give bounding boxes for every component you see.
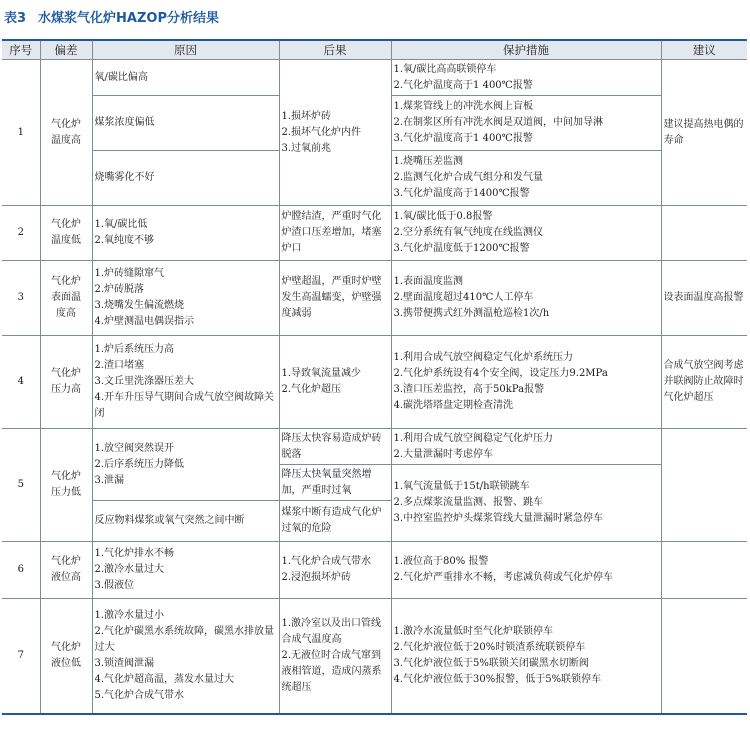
header-consequence: 后果 [279, 40, 391, 60]
consequence-cell: 1.损坏炉砖 2.损坏气化炉内件 3.过氧前兆 [279, 60, 391, 206]
table-row [2, 261, 747, 336]
measure-cell: 1.表面温度监测 2.壁面温度超过410℃人工停车 3.携带便携式红外测温枪巡检1次/h [391, 261, 661, 336]
cause-cell: 1.激冷水量过小 2.气化炉碳黑水系统故障，碳黑水排放量过大 3.锁渣阀泄漏 4.气化炉超高温，蒸发水量过大 5.气化炉合成气带水 [92, 599, 279, 715]
measure-cell: 1.激冷水流量低时至气化炉联锁停车 2.气化炉液位低于20%时锁渣系统联锁停车 3.气化炉液位低于5%联锁关闭碳黑水切断阀 4.气化炉液位低于30%报警，低于5%联锁停车 [391, 599, 661, 715]
consequence-cell: 1.导致氧流量减少 2.气化炉超压 [279, 336, 391, 429]
cause-cell: 氧/碳比偏高 [92, 60, 279, 96]
measure-cell: 1.液位高于80% 报警 2.气化炉严重排水不畅，考虑减负荷或气化炉停车 [391, 542, 661, 599]
table-title: 水煤浆气化炉HAZOP分析结果 [38, 11, 219, 26]
advice-cell [661, 206, 747, 261]
row-no: 4 [2, 336, 40, 429]
row-no: 1 [2, 60, 40, 206]
consequence-cell: 降压太快氧量突然增加，严重时过氧 [279, 465, 391, 501]
header-measures: 保护措施 [391, 40, 661, 60]
header-no: 序号 [2, 40, 40, 60]
header-deviation: 偏差 [40, 40, 92, 60]
table-row [2, 206, 747, 261]
consequence-cell: 1.激冷室以及出口管线合成气温度高 2.无液位时合成气窜到液相管道，造成闪蒸系统超压 [279, 599, 391, 715]
advice-cell [661, 599, 747, 715]
row-no: 2 [2, 206, 40, 261]
row-deviation: 气化炉液位低 [40, 599, 92, 715]
advice-cell: 建议提高热电偶的寿命 [661, 60, 747, 206]
consequence-cell: 炉膛结渣，严重时气化炉渣口压差增加，堵塞炉口 [279, 206, 391, 261]
header-row [2, 40, 747, 60]
row-deviation: 气化炉温度低 [40, 206, 92, 261]
table-row [2, 336, 747, 429]
table-row [2, 542, 747, 599]
cause-cell: 1.气化炉排水不畅 2.激冷水量过大 3.假液位 [92, 542, 279, 599]
hazop-table [2, 39, 747, 715]
advice-cell: 设表面温度高报警 [661, 261, 747, 336]
row-no: 7 [2, 599, 40, 715]
row-deviation: 气化炉压力低 [40, 429, 92, 542]
measure-cell: 1.氧气流量低于15t/h联锁跳车 2.多点煤浆流量监测、报警、跳车 3.中控室监控炉头煤浆管线大量泄漏时紧急停车 [391, 465, 661, 542]
row-no: 3 [2, 261, 40, 336]
cause-cell: 1.炉后系统压力高 2.渣口堵塞 3.文丘里洗涤器压差大 4.开车升压导气期间合成气放空阀故障关闭 [92, 336, 279, 429]
measure-cell: 1.煤浆管线上的冲洗水阀上盲板 2.在制浆区所有冲洗水阀是双道阀，中间加导淋 3.气化炉温度高于1 400℃报警 [391, 96, 661, 151]
consequence-cell: 降压太快容易造成炉砖脱落 [279, 429, 391, 465]
row-no: 6 [2, 542, 40, 599]
cause-cell: 煤浆浓度偏低 [92, 96, 279, 151]
cause-cell: 1.炉砖缝隙窜气 2.炉砖脱落 3.烧嘴发生偏流燃烧 4.炉壁测温电偶误指示 [92, 261, 279, 336]
row-deviation: 气化炉液位高 [40, 542, 92, 599]
header-cause: 原因 [92, 40, 279, 60]
cause-cell: 1.氧/碳比低 2.氧纯度不够 [92, 206, 279, 261]
consequence-cell: 1.气化炉合成气带水 2.浸泡损坏炉砖 [279, 542, 391, 599]
advice-cell [661, 542, 747, 599]
table-row [2, 599, 747, 715]
advice-cell: 合成气放空阀考虑并联阀防止故障时气化炉超压 [661, 336, 747, 429]
row-deviation: 气化炉压力高 [40, 336, 92, 429]
cause-cell: 烧嘴雾化不好 [92, 151, 279, 206]
cause-cell: 反应物料煤浆或氧气突然之间中断 [92, 501, 279, 542]
measure-cell: 1.利用合成气放空阀稳定气化炉系统压力 2.气化炉系统设有4个安全阀，设定压力9.2MPa 3.渣口压差监控，高于50kPa报警 4.碳洗塔塔盘定期检查清洗 [391, 336, 661, 429]
row-no: 5 [2, 429, 40, 542]
consequence-cell: 煤浆中断有造成气化炉过氧的危险 [279, 501, 391, 542]
table-row [2, 60, 747, 96]
measure-cell: 1.烧嘴压差监测 2.监测气化炉合成气组分和发气量 3.气化炉温度高于1400℃报警 [391, 151, 661, 206]
advice-cell [661, 429, 747, 542]
measure-cell: 1.氧/碳比低于0.8报警 2.空分系统有氧气纯度在线监测仪 3.气化炉温度低于1200℃报警 [391, 206, 661, 261]
table-caption [4, 8, 219, 30]
header-advice: 建议 [661, 40, 747, 60]
row-deviation: 气化炉表面温度高 [40, 261, 92, 336]
consequence-cell: 炉壁超温，严重时炉壁发生高温蠕变，炉壁强度减弱 [279, 261, 391, 336]
measure-cell: 1.利用合成气放空阀稳定气化炉压力 2.大量泄漏时考虑停车 [391, 429, 661, 465]
table-row [2, 429, 747, 465]
table-number: 表3 [4, 11, 27, 26]
row-deviation: 气化炉温度高 [40, 60, 92, 206]
measure-cell: 1.氧/碳比高高联锁停车 2.气化炉温度高于1 400℃报警 [391, 60, 661, 96]
cause-cell: 1.放空阀突然误开 2.后序系统压力降低 3.泄漏 [92, 429, 279, 501]
